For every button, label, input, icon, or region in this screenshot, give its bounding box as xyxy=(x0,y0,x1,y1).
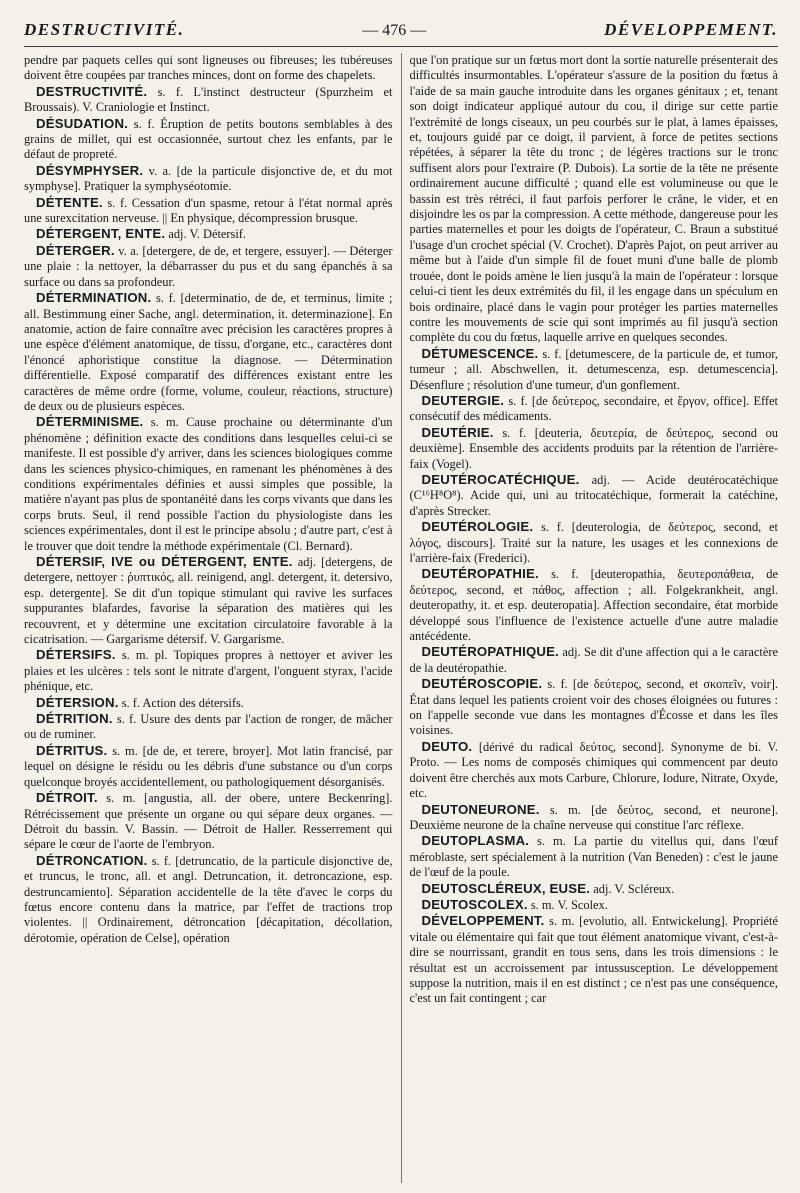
dictionary-entry xyxy=(24,711,393,743)
entry-headword: DÉTRITUS. xyxy=(36,742,108,758)
entry-headword: DÉTERGENT, ENTE. xyxy=(36,226,166,242)
entry-headword: DÉTRITION. xyxy=(36,711,113,727)
entry-definition: adj. V. Scléreux. xyxy=(593,881,675,896)
entry-headword: DÉSUDATION. xyxy=(36,115,129,131)
entry-definition: que l'on pratique sur un fœtus mort dont la sortie naturelle présenterait des difficultés insurmontables. L'opérateur s'assure de la position du fœtus à l'aide de sa main gauche introduite dans les organes génitaux ; et, tenant son doigt indicateur appliqué autour du cou, il dirige sur cette partie l'extrémité de longs ciseaux, un peu courbés sur le plat, à lames épaisses, et, toujours guidé par ce doigt, il parvient, à force de petites sections répétées, à séparer la tête du tronc ; de légères tractions sur le tronc suffisent alors pour l'extraire (P. Dubois). La sortie de la tête ne présente ordinairement aucune difficulté ; quand elle est volumineuse ou que le bassin est très rétréci, il faut parfois perforer le crâne, le vider, et en disjoindre les os par la compression. A cette méthode, dangereuse pour les parties maternelles et pour les doigts de l'opérateur, C. Braun a substitué l'usage d'un crochet spécial (V. Crochet). D'après Pajot, on peut arriver au même but à l'aide d'un simple fil de fouet muni d'une balle de plomb trouée, dont le poids amène le lien jusqu'à la main de l'opérateur : lorsque celui-ci tient les deux extrémités du fil, il les engage dans un spéculum en bois ordinaire, placé dans le vagin pour protéger les parties maternelles contre les mouvements de scie qui sont imprimés au fil jusqu'à section complète du cou du fœtus, laquelle arrive en quelques secondes. xyxy=(409,53,778,345)
entry-definition: s. f. Action des détersifs. xyxy=(121,695,244,710)
entry-definition: s. m. [de de, et terere, broyer]. Mot latin francisé, par lequel on désigne le résidu ou les débris d'une substance ou d'un corps quelconque broyés accidentellement, ou pathologiquement désorganisés. xyxy=(24,743,393,789)
running-header xyxy=(24,20,778,47)
entry-headword: DÉTERMINISME. xyxy=(36,414,144,430)
entry-headword: DESTRUCTIVITÉ. xyxy=(36,83,148,99)
entry-headword: DEUTOSCLÉREUX, EUSE. xyxy=(421,880,591,896)
entry-headword: DEUTÉROSCOPIE. xyxy=(421,676,543,692)
dictionary-entry xyxy=(410,897,779,913)
dictionary-entry xyxy=(24,554,393,647)
dictionary-entry xyxy=(24,116,393,163)
dictionary-entry xyxy=(24,414,393,554)
entry-headword: DÉVELOPPEMENT. xyxy=(421,913,545,929)
entry-headword: DÉTUMESCENCE. xyxy=(421,345,539,361)
entry-definition: pendre par paquets celles qui sont ligneuses ou fibreuses; les tubéreuses doivent être coupées par tranches minces, dont on forme des chapelets. xyxy=(24,53,393,83)
entry-definition: s. f. L'instinct destructeur (Spurzheim et Broussais). V. Craniologie et Instinct. xyxy=(24,84,393,115)
entry-headword: DÉTRONCATION. xyxy=(36,852,148,868)
dictionary-entry xyxy=(24,163,393,195)
entry-definition: s. m. La partie du vitellus qui, dans l'œuf méroblaste, sert spécialement à la nutrition (Van Beneden) : c'est le jaune de l'œuf de la poule. xyxy=(409,834,778,880)
entry-headword: DÉSYMPHYSER. xyxy=(36,162,144,178)
entry-headword: DEUTONEURONE. xyxy=(421,801,540,817)
dictionary-entry xyxy=(410,53,779,346)
entry-definition: s. f. [detruncatio, de la particule disjonctive de, et truncus, le tronc, all. et angl. Detruncation, it. detroncazione, esp. destruncamiento]. Séparation accidentelle de la tête d'avec le corps du fœtus encore contenu dans la matrice, par l'effet de tractions trop violentes. || Ordinairement, détroncation [décapitation, décollation, dérotomie, opération de Celse], opération xyxy=(24,853,393,945)
entry-definition: s. f. [deuteropathia, δευτεροπάθεια, de δεύτερος, second, et πάθος, affection ; all. Folgekrankheit, angl. deuteropathy, it. et esp. deuteropatia]. Affection secondaire, état morbide développé sous l'influence de l'existence actuelle d'une autre maladie antécédente. xyxy=(409,567,778,644)
entry-headword: DEUTÉROPATHIE. xyxy=(421,566,539,582)
dictionary-entry xyxy=(410,644,779,676)
entry-headword: DÉTERSION. xyxy=(36,694,119,710)
entry-headword: DEUTO. xyxy=(421,738,473,754)
entry-definition: s. f. [de δεύτερος, secondaire, et ἔργον, office]. Effet consécutif des médicaments. xyxy=(409,393,778,424)
left-column xyxy=(24,53,402,1183)
header-right-word: DÉVELOPPEMENT. xyxy=(604,20,778,39)
entry-headword: DÉTERMINATION. xyxy=(36,290,152,306)
header-left-word: DESTRUCTIVITÉ. xyxy=(24,20,185,39)
entry-headword: DEUTÉROPATHIQUE. xyxy=(421,644,560,660)
entry-headword: DÉTROIT. xyxy=(36,790,98,806)
dictionary-entry xyxy=(410,913,779,1006)
dictionary-entry xyxy=(410,833,779,880)
right-column xyxy=(402,53,779,1183)
dictionary-entry xyxy=(410,472,779,519)
dictionary-entry xyxy=(410,393,779,425)
dictionary-entry xyxy=(410,676,779,739)
entry-definition: adj. — Acide deutérocatéchique (C¹⁶H⁸O⁸). Acide qui, uni au tritocatéchique, formerait la catéchine, d'après Strecker. xyxy=(409,472,778,518)
dictionary-entry xyxy=(24,647,393,694)
dictionary-entry xyxy=(24,243,393,290)
entry-definition: s. m. [de δεύτος, second, et neurone]. Deuxième neurone de la chaîne nerveuse qui constitue l'arc réflexe. xyxy=(409,802,778,832)
entry-definition: s. f. Éruption de petits boutons semblables à des grains de millet, qui est occasionnée, surtout chez les enfants, par le défaut de propreté. xyxy=(24,116,393,162)
entry-definition: adj. V. Détersif. xyxy=(168,227,247,242)
entry-headword: DEUTÉROCATÉCHIQUE. xyxy=(421,471,580,487)
entry-definition: s. m. [evolutio, all. Entwickelung]. Propriété vitale ou élémentaire qui fait que tout élément anatomique vivant, c'est-à-dire se nourrissant, grandit en tous sens, dans les trois dimensions : le résultat est un accroissement par intussusception. Le développement suppose la nutrition, mais il en est distinct ; ce n'est pas une conséquence, c'est un fait contingent ; car xyxy=(409,914,778,1006)
dictionary-entry xyxy=(24,743,393,790)
entry-definition: s. f. Usure des dents par l'action de ronger, de mâcher ou de ruminer. xyxy=(24,712,393,742)
dictionary-entry xyxy=(24,226,393,242)
entry-definition: s. m. V. Scolex. xyxy=(530,897,608,912)
entry-definition: s. f. [de δεύτερος, second, et σκοπεῖν, voir]. État dans lequel les patients croient voir des choses éloignées ou futures : on l'appelle seconde vue dans les montagnes d'Écosse et dans les îles voisines. xyxy=(409,677,778,738)
dictionary-entry xyxy=(24,195,393,227)
entry-definition: s. m. Cause prochaine ou déterminante d'un phénomène ; définition exacte des conditions dans lesquelles celui-ci se manifeste. Il est possible d'y arriver, dans les sciences biologiques comme dans les sciences physico-chimiques, en ramenant les phénomènes à des conditions expérimentales définies et aussi simples que possible, la matière n'ayant pas plus de spontanéité dans les corps vivants que dans les corps bruts. Seul, il rend possible l'action du physiologiste dans les sciences expérimentales, dont il est le principe absolu ; d'autre part, c'est à le trouver que doit tendre la méthode expérimentale (Cl. Bernard). xyxy=(24,415,393,553)
entry-headword: DEUTERGIE. xyxy=(421,392,505,408)
dictionary-entry xyxy=(24,84,393,116)
dictionary-entry xyxy=(410,739,779,802)
entry-headword: DEUTÉROLOGIE. xyxy=(421,519,534,535)
entry-definition: s. m. [angustia, all. der obere, untere Beckenring]. Rétrécissement que présente un organe ou qui sépare deux organes. — Détroit du bassin. V. Bassin. — Détroit de Haller. Resserrement qui sépare le cœur de l'aorte de l'embryon. xyxy=(24,791,393,852)
entry-headword: DEUTOPLASMA. xyxy=(421,833,530,849)
dictionary-entry xyxy=(410,881,779,897)
entry-definition: v. a. [de la particule disjonctive de, et du mot symphyse]. Pratiquer la symphyséotomie. xyxy=(24,163,393,194)
entry-definition: s. f. [determinatio, de de, et terminus, limite ; all. Bestimmung einer Sache, angl. determination, it. determinazione]. En anatomie, action de faire connaître avec précision les caractères propres à une espèce d'élément anatomique, de tissu, d'organe, etc., caractères dont l'énoncé aphoristique constitue la diagnose. — Détermination différentielle. Exposé comparatif des différences existant entre les caractères de même ordre (forme, volume, couleur, réactions, structure) de deux ou de plusieurs espèces. xyxy=(24,291,393,413)
dictionary-entry xyxy=(24,695,393,711)
two-column-body xyxy=(24,53,778,1183)
entry-definition: adj. Se dit d'une affection qui a le caractère de la deutéropathie. xyxy=(409,645,778,675)
dictionary-entry xyxy=(410,566,779,644)
entry-definition: v. a. [detergere, de de, et tergere, essuyer]. — Déterger une plaie : la nettoyer, la débarrasser du pus et du sang épanchés à sa surface ou dans sa profondeur. xyxy=(24,243,393,289)
dictionary-entry xyxy=(410,519,779,566)
entry-headword: DEUTÉRIE. xyxy=(421,424,494,440)
entry-definition: adj. [detergens, de detergere, nettoyer : ῥυπτικός, all. reinigend, angl. detergent, it. detersivo, esp. detergente]. Se dit d'un topique stimulant qui ravive les surfaces suppurantes blafardes, favorise la séparation des matières qui les recouvrent, et y détermine une excitation circulatoire favorable à la cicatrisation. — Gargarisme détersif. V. Gargarisme. xyxy=(24,555,393,647)
entry-definition: s. f. Cessation d'un spasme, retour à l'état normal après une surexcitation nerveuse. || En physique, décompression brusque. xyxy=(24,195,393,226)
entry-headword: DÉTERGER. xyxy=(36,242,115,258)
entry-headword: DÉTENTE. xyxy=(36,194,103,210)
entry-headword: DÉTERSIFS. xyxy=(36,647,116,663)
dictionary-entry xyxy=(24,290,393,414)
entry-definition: [dérivé du radical δεύτος, second]. Synonyme de bi. V. Proto. — Les noms de composés chimiques qui commencent par deuto doivent être cherchés aux mots Carbure, Chlorure, Iodure, Nitrate, Oxyde, etc. xyxy=(409,739,778,801)
page-number: — 476 — xyxy=(362,22,427,39)
dictionary-entry xyxy=(24,790,393,853)
entry-definition: s. f. [deuterologia, de δεύτερος, second, et λόγος, discours]. Traité sur la nature, les usages et les connexions de l'arrière-faix (Frederici). xyxy=(409,520,778,565)
entry-headword: DÉTERSIF, IVE ou DÉTERGENT, ENTE. xyxy=(36,554,293,569)
dictionary-entry xyxy=(24,853,393,946)
dictionary-entry xyxy=(410,802,779,834)
entry-definition: s. f. [detumescere, de la particule de, et tumor, tumeur ; all. Abschwellen, it. detumescenza, esp. detumescencia]. Désenflure ; résolution d'une tumeur, d'un gonflement. xyxy=(409,346,778,392)
entry-headword: DEUTOSCOLEX. xyxy=(421,896,528,912)
entry-definition: s. m. pl. Topiques propres à nettoyer et aviver les plaies et les ulcères : tels sont le nitrate d'argent, l'onguent styrax, l'acide phénique, etc. xyxy=(24,648,393,694)
dictionary-entry xyxy=(410,346,779,393)
dictionary-entry xyxy=(410,425,779,472)
dictionary-entry xyxy=(24,53,393,84)
entry-definition: s. f. [deuteria, δευτερία, de δεύτερος, second ou deuxième]. Ensemble des accidents produits par la rétention de l'arrière-faix (Vogel). xyxy=(409,425,778,471)
